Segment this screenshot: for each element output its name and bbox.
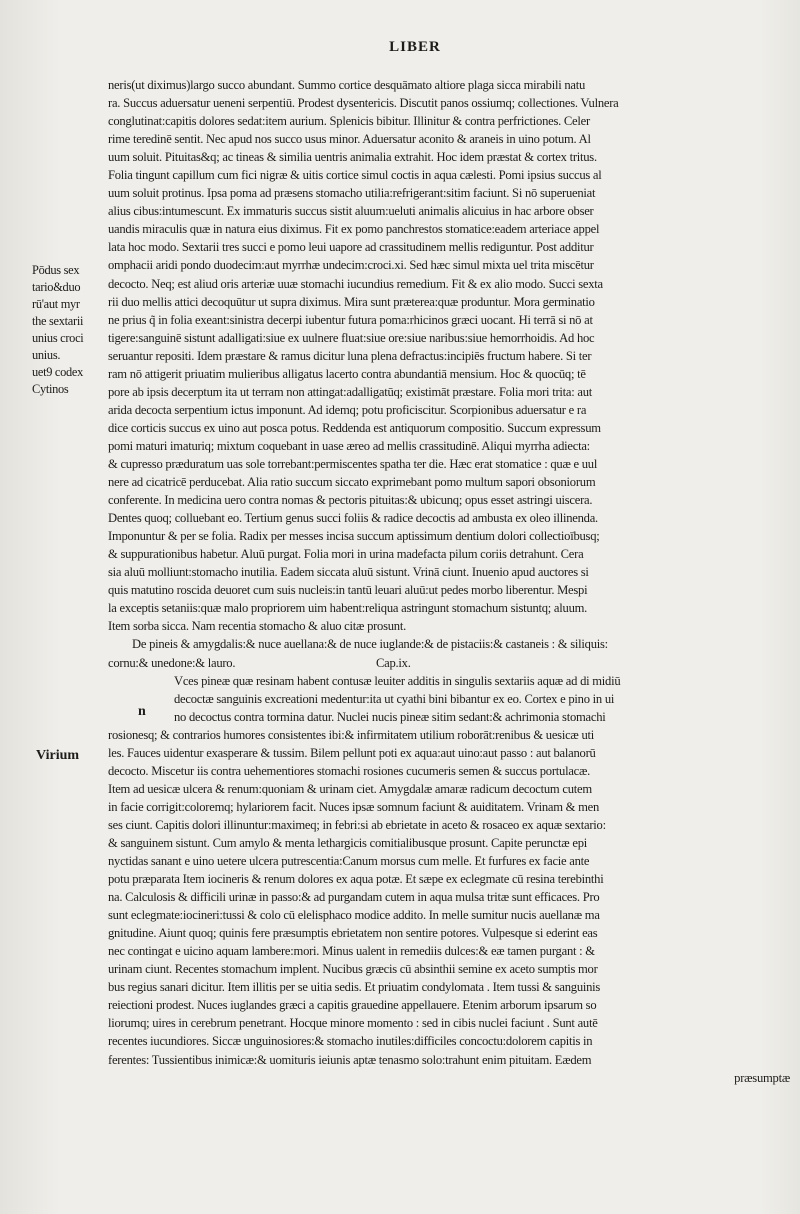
text-line: nyctidas sanant e uino uetere ulcera putrescentia:Canum morsus cum melle. Et furfures ex facie ante [108,854,590,869]
margin-note-line: rū'aut myr [32,297,80,311]
margin-note-line: unius. [32,348,61,362]
text-line: tigere:sanguinē sistunt adalligati:siue ex uulnere fluat:siue ore:siue naribus:siue hemorrhoidis. Ad hoc [108,330,595,345]
text-line: conferente. In medicina uero contra nomas & pectoris pituitas:& ubicunq; opus esset astringi uiscera. [108,493,593,508]
text-line: & sanguinem sistunt. Cum amylo & menta lethargicis comitialibusque prosunt. Capite perunctæ epi [108,835,587,850]
text-line: & suppurationibus habetur. Aluū purgat. Folia mori in urina madefacta pilum coriis detrahunt. Cera [108,547,584,562]
text-line: ses ciunt. Capitis dolori illinuntur:maximeq; in febri:si ab ebrietate in aceto & rosaceo ex aquæ sextario: [108,817,606,832]
text-line: potu præparata Item iocineris & renum dolores ex aqua potæ. Et sæpe ex eclegmate cū resina terebinthi [108,872,604,887]
text-line: recentes iucundiores. Siccæ unguinosiores:& stomacho inutiles:difficiles concoctu:dolorem capitis in [108,1034,593,1049]
text-line: les. Fauces uidentur exasperare & tussim. Bilem pellunt poti ex aqua:aut uino:aut passo : aut balanorū [108,745,596,760]
text-line: nec contingat e uicino aquam lambere:mori. Minus ualent in remediis dulces:& eæ tamen purgant : & [108,944,595,959]
chapter-heading-line: De pineis & amygdalis:& nuce auellana:& de nuce iuglande:& de pistaciis:& castaneis : & siliquis: [132,637,608,652]
text-line: seruantur repositi. Idem præstare & ramus dicitur luna plena defractus:incipiēs fructum habere. Si ter [108,348,592,363]
margin-note-line: the sextarii [32,314,84,328]
text-line: Item ad uesicæ ulcera & renum:quoniam & urinam ciet. Amygdalæ amaræ radicum decoctum cutem [108,781,592,796]
text-line: & cupresso præduratum uas sole torrebant:permiscentes spatha ter die. Hæc erat stomatice : quæ e uul [108,456,598,471]
margin-note-line: tario&duo [32,280,81,294]
page-header [0,36,800,56]
margin-note-line: unius croci [32,331,84,345]
text-line: gnitudine. Aiunt quoq; quinis fere præsumptis ebrietatem non sentire potores. Vulpesque si ederint eas [108,926,598,941]
text-line: reiectioni prodest. Nuces iuglandes græci a capitis grauedine appellauere. Etenim arborum ipsarum so [108,998,597,1013]
chapter-heading-row [108,654,790,672]
text-line: Imponuntur & per se folia. Radix per messes incisa succum aptissimum dentium dolori collectioībusq; [108,529,600,544]
text-line: pore ab ipsis decerptum ita ut terram non attingat:adalligatūq; existimāt præstare. Folia mori trita: aut [108,384,593,399]
running-head: LIBER [389,39,441,55]
text-line: urinam ciunt. Recentes stomachum implent. Nucibus græcis cū absinthii semine ex aceto sumptis mor [108,962,598,977]
margin-note-line: uet9 codex [32,365,84,379]
text-line: sia aluū molliunt:stomacho inutilia. Eadem siccata aluū sistunt. Vrinā ciunt. Inuenio apud auctores si [108,565,589,580]
margin-note-line: Pōdus sex [32,263,80,277]
text-line: ra. Succus aduersatur ueneni serpentiū. Prodest dysentericis. Discutit panos ossiumq; collectiones. Vulnera [108,96,619,111]
text-line: rii duo mellis attici decoquūtur ut supra diximus. Mira sunt præterea:quæ produntur. Mora germinatio [108,294,595,309]
text-line: liorumq; uires in cerebrum penetrant. Hocque minore momento : sed in cibis nuclei faciunt . Sunt autē [108,1016,598,1031]
text-line: la exceptis setaniis:quæ malo propriorem uim habent:reliqua astringunt stomachum sistuntq; aluum. [108,601,588,616]
text-line: decocto. Neq; est aliud oris arteriæ uuæ stomachi iucundius remedium. Fit & ex alio modo. Succi sexta [108,276,603,291]
text-line: alius cibus:intumescunt. Ex immaturis succus sistit aluum:ueluti animalis alicuius in hac arbore obser [108,204,594,219]
text-line: decocto. Miscetur iis contra uehementiores stomachi rosiones cucumeris semen & succus portulacæ. [108,763,591,778]
margin-note [32,262,83,398]
margin-vires-label: Virium [36,748,80,763]
text-line: na. Calculosis & difficili urinæ in passo:& ad purgandam cutem in aqua mulsa tritæ sunt efficaces. Pro [108,890,600,905]
catchword: præsumptæ [734,1070,790,1085]
chapter-label: Cap.ix. [376,655,411,670]
text-line: bus regius sanari dicitur. Item illitis per se uitia sedis. Et priuatim condylomata . Item tussi & sanguinis [108,980,601,995]
text-line: pomi maturi imaturiq; mixtum coquebant in uase æreo ad mellis crassitudinē. Aliqui myrrha adiecta: [108,438,590,453]
text-line: sunt eclegmate:iocineri:tussi & colo cū elelisphaco modice addito. In melle sumitur nucis auellanæ ma [108,908,600,923]
text-line: conglutinat:capitis dolores sedat:item aurium. Splenicis bibitur. Illinitur & contra perfrictiones. Celer [108,114,590,129]
chapter-heading-line: cornu:& unedone:& lauro. [108,655,236,670]
text-line: Folia tingunt capillum cum fici nigræ & uitis cortice simul coctis in aqua cælesti. Pomi ipsius succus al [108,168,602,183]
text-line: quis matutino roscida deuoret cum suis nucleis:in tantū leuari aluū:ut pedes morbo liberentur. Mespi [108,583,588,598]
text-line: neris(ut diximus)largo succo abundant. Summo cortice desquāmato altiore plaga sicca mirabili natu [108,78,586,92]
text-line: Item sorba sicca. Nam recentia stomacho & aluo citæ prosunt. [108,619,406,634]
text-line: in facie corrigit:coloremq; hylariorem facit. Nuces ipsæ somnum faciunt & auiditatem. Vrinam & men [108,799,600,814]
text-line: Vces pineæ quæ resinam habent contusæ leuiter additis in singulis sextariis aquæ ad di midiū [174,673,621,688]
text-line: ram nō attigerit priuatim mulieribus alligatus lacerto contra abundantiā mensium. Hoc & quocūq; tē [108,366,586,381]
body-text [108,76,790,1087]
text-line: uandis miraculis quæ in natura eius diximus. Fit ex pomo panchrestos stomatice:eadem arteriace appel [108,222,600,237]
text-line: Dentes quoq; colluebant eo. Tertium genus succi foliis & radice decoctis ad ambusta ex oleo illinenda. [108,511,598,526]
section-letter: n [138,704,146,719]
text-line: dice corticis succus ex uino aut posca potus. Reddenda est antiquorum compositio. Succum expressum [108,420,601,435]
text-line: rime teredinē sentit. Nec apud nos succo usus minor. Aduersatur aconito & araneis in uino potum. Al [108,132,591,147]
text-line: rosionesq; & contrarios humores consistentes ibi:& infirmitatem utilium roborāt:renibus & uesicæ uti [108,727,595,742]
text-line: ferentes: Tussientibus inimicæ:& uomituris ieiunis aptæ tenasmo solo:trahunt enim pituitam. Eædem [108,1052,592,1067]
text-line: uum soluit. Pituitas&q; ac tineas & similia uentris animalia extrahit. Hoc idem præstat & cortex tritus. [108,150,597,165]
margin-note-line: Cytinos [32,382,69,396]
text-line: omphacii aridi pondo duodecim:aut myrrhæ undecim:croci.xi. Sed hæc simul mixta uel trita miscētur [108,258,594,273]
text-line: no decoctus contra tormina datur. Nuclei nucis pineæ sitim sedant:& achrimonia stomachi [174,709,606,724]
text-line: decoctæ sanguinis excreationi medentur:ita ut cyathi bini bibantur ex eo. Cortex e pino in ui [174,691,615,706]
text-line: arida decocta serpentium ictus imponunt. Ad idemq; potu proficiscitur. Scorpionibus aduersatur e ra [108,402,587,417]
text-line: uum soluit protinus. Ipsa poma ad præsens stomacho utilia:refrigerant:sitim faciunt. Si nō superueniat [108,186,596,201]
text-line: nere ad cicatricē perducebat. Alia ratio succum siccato exprimebant pomo multum sapori obsoniorum [108,475,596,490]
text-line: lata hoc modo. Sextarii tres succi e pomo leui uapore ad crassitudinem mellis rediguntur. Post additur [108,240,594,255]
text-line: ne prius q̃ in folia exeant:sinistra decerpi iubentur futura poma:rhicinos græci uocant. Hi terrā si nō at [108,312,593,327]
